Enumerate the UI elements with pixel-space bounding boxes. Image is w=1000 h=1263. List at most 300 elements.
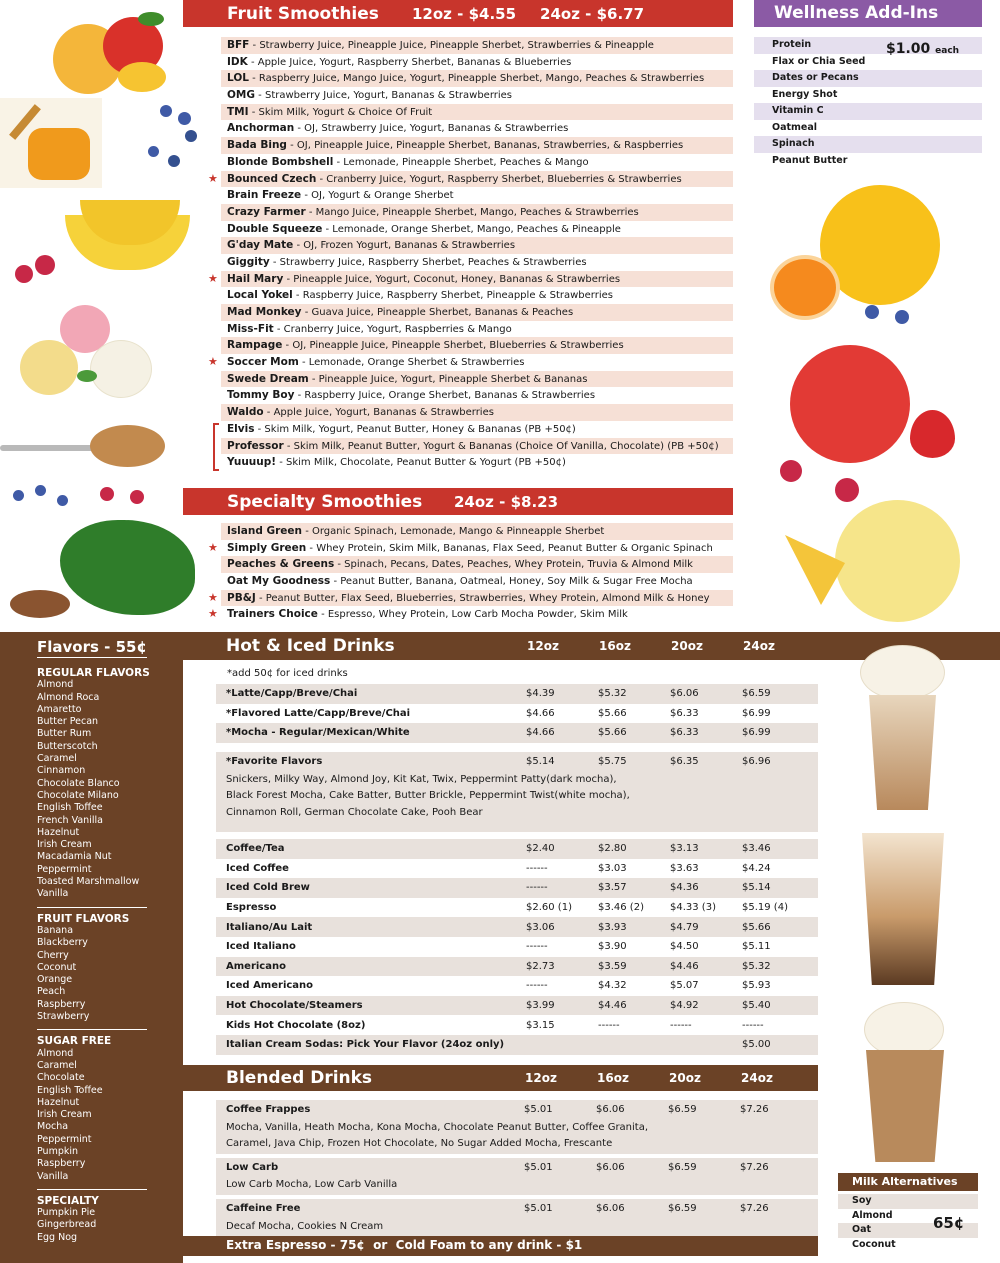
wellness-item: Vitamin C — [754, 103, 982, 120]
flavor-item: Banana — [37, 924, 74, 936]
price-cell: $5.14 — [526, 756, 555, 768]
strawberry-smoothie-image — [770, 340, 970, 500]
wellness-price-each: each — [935, 46, 960, 56]
price-cell: $7.26 — [740, 1203, 769, 1215]
price-cell: ------ — [526, 980, 548, 992]
price-cell: $2.80 — [598, 843, 627, 855]
peanut-butter-spoon-image — [0, 420, 170, 470]
price-cell: $6.06 — [596, 1161, 625, 1173]
flavor-item: Egg Nog — [37, 1231, 78, 1243]
list-item — [221, 237, 733, 254]
flavor-separator — [37, 907, 147, 908]
price-cell: $5.32 — [598, 688, 627, 700]
item-name: Local Yokel — [227, 289, 293, 302]
flavor-item: Pumpkin — [37, 1145, 79, 1157]
item-name: Elvis — [227, 422, 255, 435]
size-label: 20oz — [669, 1071, 701, 1085]
flavor-item: Vanilla — [37, 888, 69, 900]
price-cell: $5.11 — [742, 941, 771, 953]
blueberries-image — [140, 100, 210, 170]
price-cell: $5.66 — [598, 727, 627, 739]
drink-name: Italiano/Au Lait — [226, 921, 313, 933]
list-item — [221, 254, 733, 271]
item-desc: - Whey Protein, Skim Milk, Bananas, Flax Seed, Peanut Butter & Organic Spinach — [306, 542, 713, 554]
item-desc: - Pineapple Juice, Yogurt, Pineapple Sherbet & Bananas — [308, 373, 588, 385]
item-desc: - Strawberry Juice, Pineapple Juice, Pineapple Sherbet, Strawberries & Pineapple — [249, 40, 654, 51]
wellness-item: Energy Shot — [772, 88, 838, 100]
item-desc: - Peanut Butter, Banana, Oatmeal, Honey, Soy Milk & Sugar Free Mocha — [330, 576, 693, 588]
list-item — [221, 337, 733, 354]
price-cell: $5.00 — [742, 1039, 771, 1051]
item-name: PB&J — [227, 591, 256, 604]
wellness-item: Spinach — [754, 136, 982, 153]
hot-sizes — [527, 639, 815, 653]
list-item — [221, 137, 733, 154]
wellness-price — [886, 41, 959, 57]
price-cell: $5.93 — [742, 980, 771, 992]
list-item — [221, 37, 733, 54]
list-item — [221, 573, 733, 590]
table-row — [216, 976, 818, 996]
item-desc: - Lemonade, Orange Sherbet, Mango, Peaches & Pineapple — [322, 223, 621, 235]
iced-latte-cup-image — [855, 640, 950, 815]
item-name: Tommy Boy — [227, 389, 295, 402]
flavor-item: Peppermint — [37, 863, 92, 875]
table-row — [216, 1100, 818, 1120]
hot-rows-group-1 — [216, 684, 818, 743]
flavor-item: French Vanilla — [37, 814, 103, 826]
flavor-groups — [0, 662, 183, 1244]
ice-cream-image — [15, 300, 160, 410]
flavor-item: Irish Cream — [37, 839, 92, 851]
drink-name: Caffeine Free — [226, 1203, 301, 1215]
item-name: Island Green — [227, 525, 303, 537]
size-label: 12oz — [525, 1071, 557, 1085]
size-label: 20oz — [671, 639, 703, 653]
item-name: Crazy Farmer — [227, 205, 306, 218]
price-cell: $6.96 — [742, 756, 771, 768]
size-label: 24oz — [741, 1071, 773, 1085]
item-desc: - Guava Juice, Pineapple Sherbet, Bananas & Peaches — [301, 307, 574, 318]
table-row — [216, 684, 818, 704]
price-cell: ------ — [526, 882, 548, 894]
item-name: Swede Dream — [227, 372, 309, 385]
specialty-smoothies-header — [183, 488, 733, 515]
price-cell: $3.90 — [598, 941, 627, 953]
item-desc: - OJ, Pineapple Juice, Pineapple Sherbet, Bananas, Strawberries, & Raspberries — [286, 140, 684, 152]
table-row — [216, 752, 818, 772]
price-cell: $3.46 (2) — [598, 902, 644, 914]
wellness-item: Oatmeal — [772, 121, 818, 133]
star-icon: ★ — [208, 355, 218, 369]
flavor-item: Vanilla — [37, 1170, 69, 1182]
price-cell: $3.57 — [598, 882, 627, 894]
price-cell: ------ — [670, 1019, 692, 1031]
price-cell: $3.46 — [742, 843, 771, 855]
item-desc: - Pineapple Juice, Yogurt, Coconut, Honey, Bananas & Strawberries — [283, 273, 621, 285]
blended-desc-line: Caramel, Java Chip, Frozen Hot Chocolate, No Sugar Added Mocha, Frescante — [226, 1137, 613, 1149]
item-desc: - OJ, Frozen Yogurt, Bananas & Strawberries — [293, 240, 516, 252]
price-cell: $3.63 — [670, 862, 699, 874]
price-cell: ------ — [742, 1019, 764, 1031]
price-cell: $4.92 — [670, 1000, 699, 1012]
drink-name: Iced Americano — [226, 980, 314, 992]
price-cell: ------ — [526, 941, 548, 953]
table-row — [216, 878, 818, 898]
flavor-item: English Toffee — [37, 1084, 103, 1096]
list-item — [221, 70, 733, 87]
item-desc: - Lemonade, Pineapple Sherbet, Peaches & Mango — [333, 156, 589, 168]
drink-name: Espresso — [226, 902, 277, 914]
table-row — [216, 898, 818, 918]
price-cell: $4.50 — [670, 941, 699, 953]
item-name: Rampage — [227, 339, 283, 352]
price-cell: $4.33 (3) — [670, 902, 716, 914]
flavor-item: Caramel — [37, 1059, 77, 1071]
price-cell: $2.60 (1) — [526, 902, 572, 914]
flavor-item: Blackberry — [37, 937, 88, 949]
price-cell: $4.66 — [526, 707, 555, 719]
flavor-group-title: SPECIALTY — [37, 1194, 99, 1207]
price-cell: $4.46 — [598, 1000, 627, 1012]
price-cell: $3.13 — [670, 843, 699, 855]
item-name: OMG — [227, 89, 255, 102]
drink-name: Coffee Frappes — [226, 1104, 311, 1116]
price-cell: $2.73 — [526, 960, 555, 972]
size-label: 24oz — [743, 639, 775, 653]
price-cell: $6.99 — [742, 727, 771, 739]
item-name: Hail Mary — [227, 272, 284, 285]
price-cell: $5.66 — [598, 707, 627, 719]
drink-name: *Favorite Flavors — [226, 756, 323, 768]
price-cell: $6.59 — [668, 1104, 697, 1116]
wellness-item: Flax or Chia Seed — [772, 55, 866, 67]
favorite-flavors-line: Snickers, Milky Way, Almond Joy, Kit Kat, Twix, Peppermint Patty(dark mocha), — [226, 773, 617, 785]
item-name: Yuuuup! — [227, 456, 277, 469]
list-item — [221, 120, 733, 137]
pb-bracket — [213, 423, 219, 471]
flavor-item: Cherry — [37, 949, 69, 961]
price-cell: $6.99 — [742, 707, 771, 719]
price-cell: $4.79 — [670, 921, 699, 933]
milk-item: Oat — [838, 1223, 978, 1238]
item-desc: - Cranberry Juice, Yogurt, Raspberry Sherbet, Blueberries & Strawberries — [316, 173, 682, 185]
hot-drinks-title: Hot & Iced Drinks — [226, 636, 395, 656]
item-desc: - Strawberry Juice, Yogurt, Bananas & Strawberries — [255, 90, 513, 102]
table-row — [216, 1199, 818, 1219]
blended-group — [216, 1100, 818, 1154]
price-cell: $5.40 — [742, 1000, 771, 1012]
item-desc: - Lemonade, Orange Sherbet & Strawberries — [298, 357, 525, 369]
wellness-item: Peanut Butter — [772, 154, 848, 166]
fruit-smoothies-header — [183, 0, 733, 27]
price-cell: $3.03 — [598, 862, 627, 874]
table-row — [216, 704, 818, 724]
size-label: 12oz — [527, 639, 559, 653]
fruit-price-12oz: 12oz - $4.55 — [412, 4, 517, 23]
item-name: Bounced Czech — [227, 172, 317, 185]
flavor-item: Gingerbread — [37, 1219, 97, 1231]
list-item — [208, 540, 733, 557]
table-row — [216, 937, 818, 957]
flavor-item: Raspberry — [37, 998, 86, 1010]
list-item — [208, 606, 733, 623]
flavor-item: Peppermint — [37, 1133, 92, 1145]
list-item — [221, 87, 733, 104]
drink-name: Americano — [226, 960, 286, 972]
list-item — [221, 54, 733, 71]
spinach-image — [5, 485, 200, 625]
table-row — [216, 996, 818, 1016]
item-name: Waldo — [227, 406, 264, 419]
item-name: Double Squeeze — [227, 222, 323, 235]
flavor-item: Chocolate Blanco — [37, 777, 120, 789]
item-name: TMI — [227, 105, 249, 118]
table-row — [216, 839, 818, 859]
flavor-group-title: FRUIT FLAVORS — [37, 912, 130, 925]
list-item — [221, 287, 733, 304]
extra-text: Extra Espresso - 75¢ or Cold Foam to any drink - $1 — [226, 1238, 583, 1252]
list-item — [221, 454, 733, 471]
favorite-flavors-line: Black Forest Mocha, Cake Batter, Butter Brickle, Peppermint Twist(white mocha), — [226, 790, 630, 802]
star-icon: ★ — [208, 540, 218, 554]
list-item — [208, 354, 733, 371]
item-name: IDK — [227, 55, 248, 68]
flavor-item: Almond — [37, 1047, 74, 1059]
flavor-item: Cinnamon — [37, 765, 86, 777]
item-name: Oat My Goodness — [227, 575, 331, 588]
price-cell: $6.06 — [596, 1203, 625, 1215]
blended-group — [216, 1199, 818, 1237]
item-desc: - Apple Juice, Yogurt, Raspberry Sherbet, Bananas & Blueberries — [247, 56, 572, 68]
flavor-item: Butter Rum — [37, 728, 92, 740]
flavor-separator — [37, 1029, 147, 1030]
list-item — [221, 556, 733, 573]
item-desc: - Spinach, Pecans, Dates, Peaches, Whey Protein, Truvia & Almond Milk — [334, 559, 693, 571]
price-cell: ------ — [598, 1019, 620, 1031]
table-row — [216, 1035, 818, 1055]
star-icon: ★ — [208, 271, 218, 285]
size-label: 16oz — [597, 1071, 629, 1085]
raspberries-image — [10, 255, 65, 290]
list-item — [221, 387, 733, 404]
list-item — [221, 523, 733, 540]
frappe-cup-image — [858, 1000, 953, 1165]
price-cell: $5.66 — [742, 921, 771, 933]
milk-item: Coconut — [852, 1238, 896, 1250]
flavor-item: Almond Roca — [37, 691, 100, 703]
list-item — [221, 421, 733, 438]
item-desc: - Espresso, Whey Protein, Low Carb Mocha Powder, Skim Milk — [317, 609, 628, 621]
price-cell: $3.59 — [598, 960, 627, 972]
item-desc: - OJ, Yogurt & Orange Sherbet — [301, 190, 454, 202]
specialty-price-24oz: 24oz - $8.23 — [454, 492, 559, 511]
list-item — [221, 321, 733, 338]
price-cell: $5.32 — [742, 960, 771, 972]
drink-name: Coffee/Tea — [226, 843, 285, 855]
item-name: Soccer Mom — [227, 356, 299, 369]
iced-note: *add 50¢ for iced drinks — [227, 668, 348, 679]
milk-price: 65¢ — [933, 1214, 965, 1232]
item-desc: - Mango Juice, Pineapple Sherbet, Mango, Peaches & Strawberries — [305, 206, 639, 218]
price-cell: $6.59 — [742, 688, 771, 700]
flavor-item: Butterscotch — [37, 740, 98, 752]
price-cell: $4.24 — [742, 862, 771, 874]
price-cell: $3.99 — [526, 1000, 555, 1012]
milk-title: Milk Alternatives — [852, 1175, 958, 1188]
iced-coffee-cup-image — [858, 825, 948, 990]
wellness-header: Wellness Add-Ins — [754, 0, 982, 27]
blended-sizes — [525, 1071, 813, 1085]
fruit-price-24oz: 24oz - $6.77 — [540, 4, 645, 23]
bananas-image — [55, 175, 195, 290]
item-desc: - Raspberry Juice, Mango Juice, Yogurt, Pineapple Sherbet, Mango, Peaches & Strawberries — [248, 73, 705, 85]
flavor-item: Macadamia Nut — [37, 851, 112, 863]
item-name: BFF — [227, 39, 250, 51]
flavor-item: Strawberry — [37, 1011, 90, 1023]
price-cell: $6.35 — [670, 756, 699, 768]
list-item — [221, 104, 733, 121]
flavor-item: Butter Pecan — [37, 716, 99, 728]
list-item — [208, 590, 733, 607]
price-cell: $5.01 — [524, 1104, 553, 1116]
price-cell: $4.36 — [670, 882, 699, 894]
blended-desc-line: Decaf Mocha, Cookies N Cream — [226, 1220, 384, 1232]
table-row — [216, 957, 818, 977]
star-icon: ★ — [208, 590, 218, 604]
price-cell: $5.75 — [598, 756, 627, 768]
star-icon: ★ — [208, 607, 218, 621]
item-desc: - Peanut Butter, Flax Seed, Blueberries, Strawberries, Whey Protein, Almond Milk & Honey — [255, 592, 710, 604]
fruit-smoothies-title: Fruit Smoothies — [227, 3, 379, 24]
price-cell: $3.15 — [526, 1019, 555, 1031]
item-name: Bada Bing — [227, 139, 287, 152]
item-desc: - Raspberry Juice, Orange Sherbet, Bananas & Strawberries — [294, 390, 596, 402]
price-cell: $6.33 — [670, 727, 699, 739]
drink-name: *Flavored Latte/Capp/Breve/Chai — [226, 707, 411, 719]
drink-name: Italian Cream Sodas: Pick Your Flavor (24oz only) — [226, 1039, 505, 1051]
flavor-item: Mocha — [37, 1121, 69, 1133]
price-cell: $3.06 — [526, 921, 555, 933]
price-cell: $6.59 — [668, 1161, 697, 1173]
item-name: Peaches & Greens — [227, 558, 335, 571]
flavor-item: Raspberry — [37, 1158, 86, 1170]
drink-name: Kids Hot Chocolate (8oz) — [226, 1019, 366, 1031]
flavor-item: Hazelnut — [37, 1096, 80, 1108]
price-cell: $6.06 — [670, 688, 699, 700]
mango-image — [48, 12, 168, 97]
item-name: Miss-Fit — [227, 322, 274, 335]
item-desc: - Skim Milk, Peanut Butter, Yogurt & Bananas (Choice Of Vanilla, Chocolate) (PB +50¢) — [283, 440, 719, 452]
wellness-item: Protein — [754, 37, 982, 54]
flavor-item: Peach — [37, 986, 66, 998]
list-item — [221, 204, 733, 221]
orange-smoothie-image — [770, 180, 970, 340]
price-cell: $4.46 — [670, 960, 699, 972]
list-item — [221, 154, 733, 171]
flavors-title-underline — [37, 657, 147, 658]
milk-item: Soy — [838, 1194, 978, 1209]
item-desc: - OJ, Strawberry Juice, Yogurt, Bananas & Strawberries — [294, 123, 569, 135]
blended-group — [216, 1158, 818, 1196]
list-item — [221, 371, 733, 388]
drink-name: Iced Cold Brew — [226, 882, 310, 894]
item-desc: - Skim Milk, Chocolate, Peanut Butter & Yogurt (PB +50¢) — [276, 457, 566, 469]
flavor-item: Chocolate Milano — [37, 789, 119, 801]
list-item — [221, 221, 733, 238]
drink-name: Hot Chocolate/Steamers — [226, 1000, 363, 1012]
item-name: Brain Freeze — [227, 189, 302, 202]
flavor-group-title: SUGAR FREE — [37, 1035, 112, 1048]
flavor-item: Hazelnut — [37, 826, 80, 838]
item-name: G'day Mate — [227, 239, 294, 252]
fruit-smoothies-list — [208, 37, 733, 471]
flavor-item: Coconut — [37, 961, 77, 973]
hot-rows-group-2 — [216, 839, 818, 1055]
table-row — [216, 859, 818, 879]
item-name: Simply Green — [227, 541, 307, 554]
item-desc: - OJ, Pineapple Juice, Pineapple Sherbet, Blueberries & Strawberries — [282, 340, 624, 352]
price-cell: $5.14 — [742, 882, 771, 894]
blended-rows — [216, 1100, 818, 1241]
blended-title: Blended Drinks — [226, 1068, 373, 1088]
list-item — [221, 187, 733, 204]
flavor-separator — [37, 1189, 147, 1190]
list-item — [221, 404, 733, 421]
table-row — [216, 723, 818, 743]
price-cell: $5.07 — [670, 980, 699, 992]
flavor-item: English Toffee — [37, 802, 103, 814]
price-cell: $4.66 — [526, 727, 555, 739]
flavor-item: Toasted Marshmallow — [37, 876, 140, 888]
item-desc: - Raspberry Juice, Raspberry Sherbet, Pineapple & Strawberries — [292, 290, 613, 302]
flavors-title: Flavors - 55¢ — [37, 638, 147, 656]
price-cell: $6.06 — [596, 1104, 625, 1116]
price-cell: $6.33 — [670, 707, 699, 719]
size-label: 16oz — [599, 639, 631, 653]
item-desc: - Apple Juice, Yogurt, Bananas & Strawberries — [263, 407, 494, 419]
price-cell: $3.93 — [598, 921, 627, 933]
blended-desc-line: Low Carb Mocha, Low Carb Vanilla — [226, 1179, 398, 1191]
item-desc: - Skim Milk, Yogurt & Choice Of Fruit — [248, 106, 433, 118]
item-desc: - Skim Milk, Yogurt, Peanut Butter, Honey & Bananas (PB +50¢) — [254, 423, 576, 435]
item-desc: - Strawberry Juice, Raspberry Sherbet, Peaches & Strawberries — [269, 256, 587, 268]
table-row — [216, 1015, 818, 1035]
price-cell: $5.01 — [524, 1161, 553, 1173]
flavor-item: Amaretto — [37, 703, 82, 715]
item-desc: - Organic Spinach, Lemonade, Mango & Pinneapple Sherbet — [302, 526, 605, 537]
list-item — [208, 171, 733, 188]
flavor-item: Chocolate — [37, 1072, 85, 1084]
item-name: Blonde Bombshell — [227, 155, 334, 168]
table-row — [216, 1158, 818, 1178]
drink-name: *Latte/Capp/Breve/Chai — [226, 688, 358, 700]
flavor-item: Almond — [37, 679, 74, 691]
price-cell: $4.32 — [598, 980, 627, 992]
flavor-item: Orange — [37, 974, 73, 986]
item-name: Professor — [227, 439, 284, 452]
pineapple-smoothie-image — [780, 495, 985, 625]
milk-item: Almond — [852, 1209, 893, 1221]
drink-name: *Mocha - Regular/Mexican/White — [226, 727, 410, 739]
blended-desc-line: Mocha, Vanilla, Heath Mocha, Kona Mocha, Chocolate Peanut Butter, Coffee Granita, — [226, 1121, 649, 1133]
list-item — [208, 271, 733, 288]
price-cell: $7.26 — [740, 1161, 769, 1173]
item-name: LOL — [227, 72, 249, 85]
wellness-item: Dates or Pecans — [754, 70, 982, 87]
item-desc: - Cranberry Juice, Yogurt, Raspberries & Mango — [273, 323, 512, 335]
specialty-smoothies-list — [208, 523, 733, 623]
